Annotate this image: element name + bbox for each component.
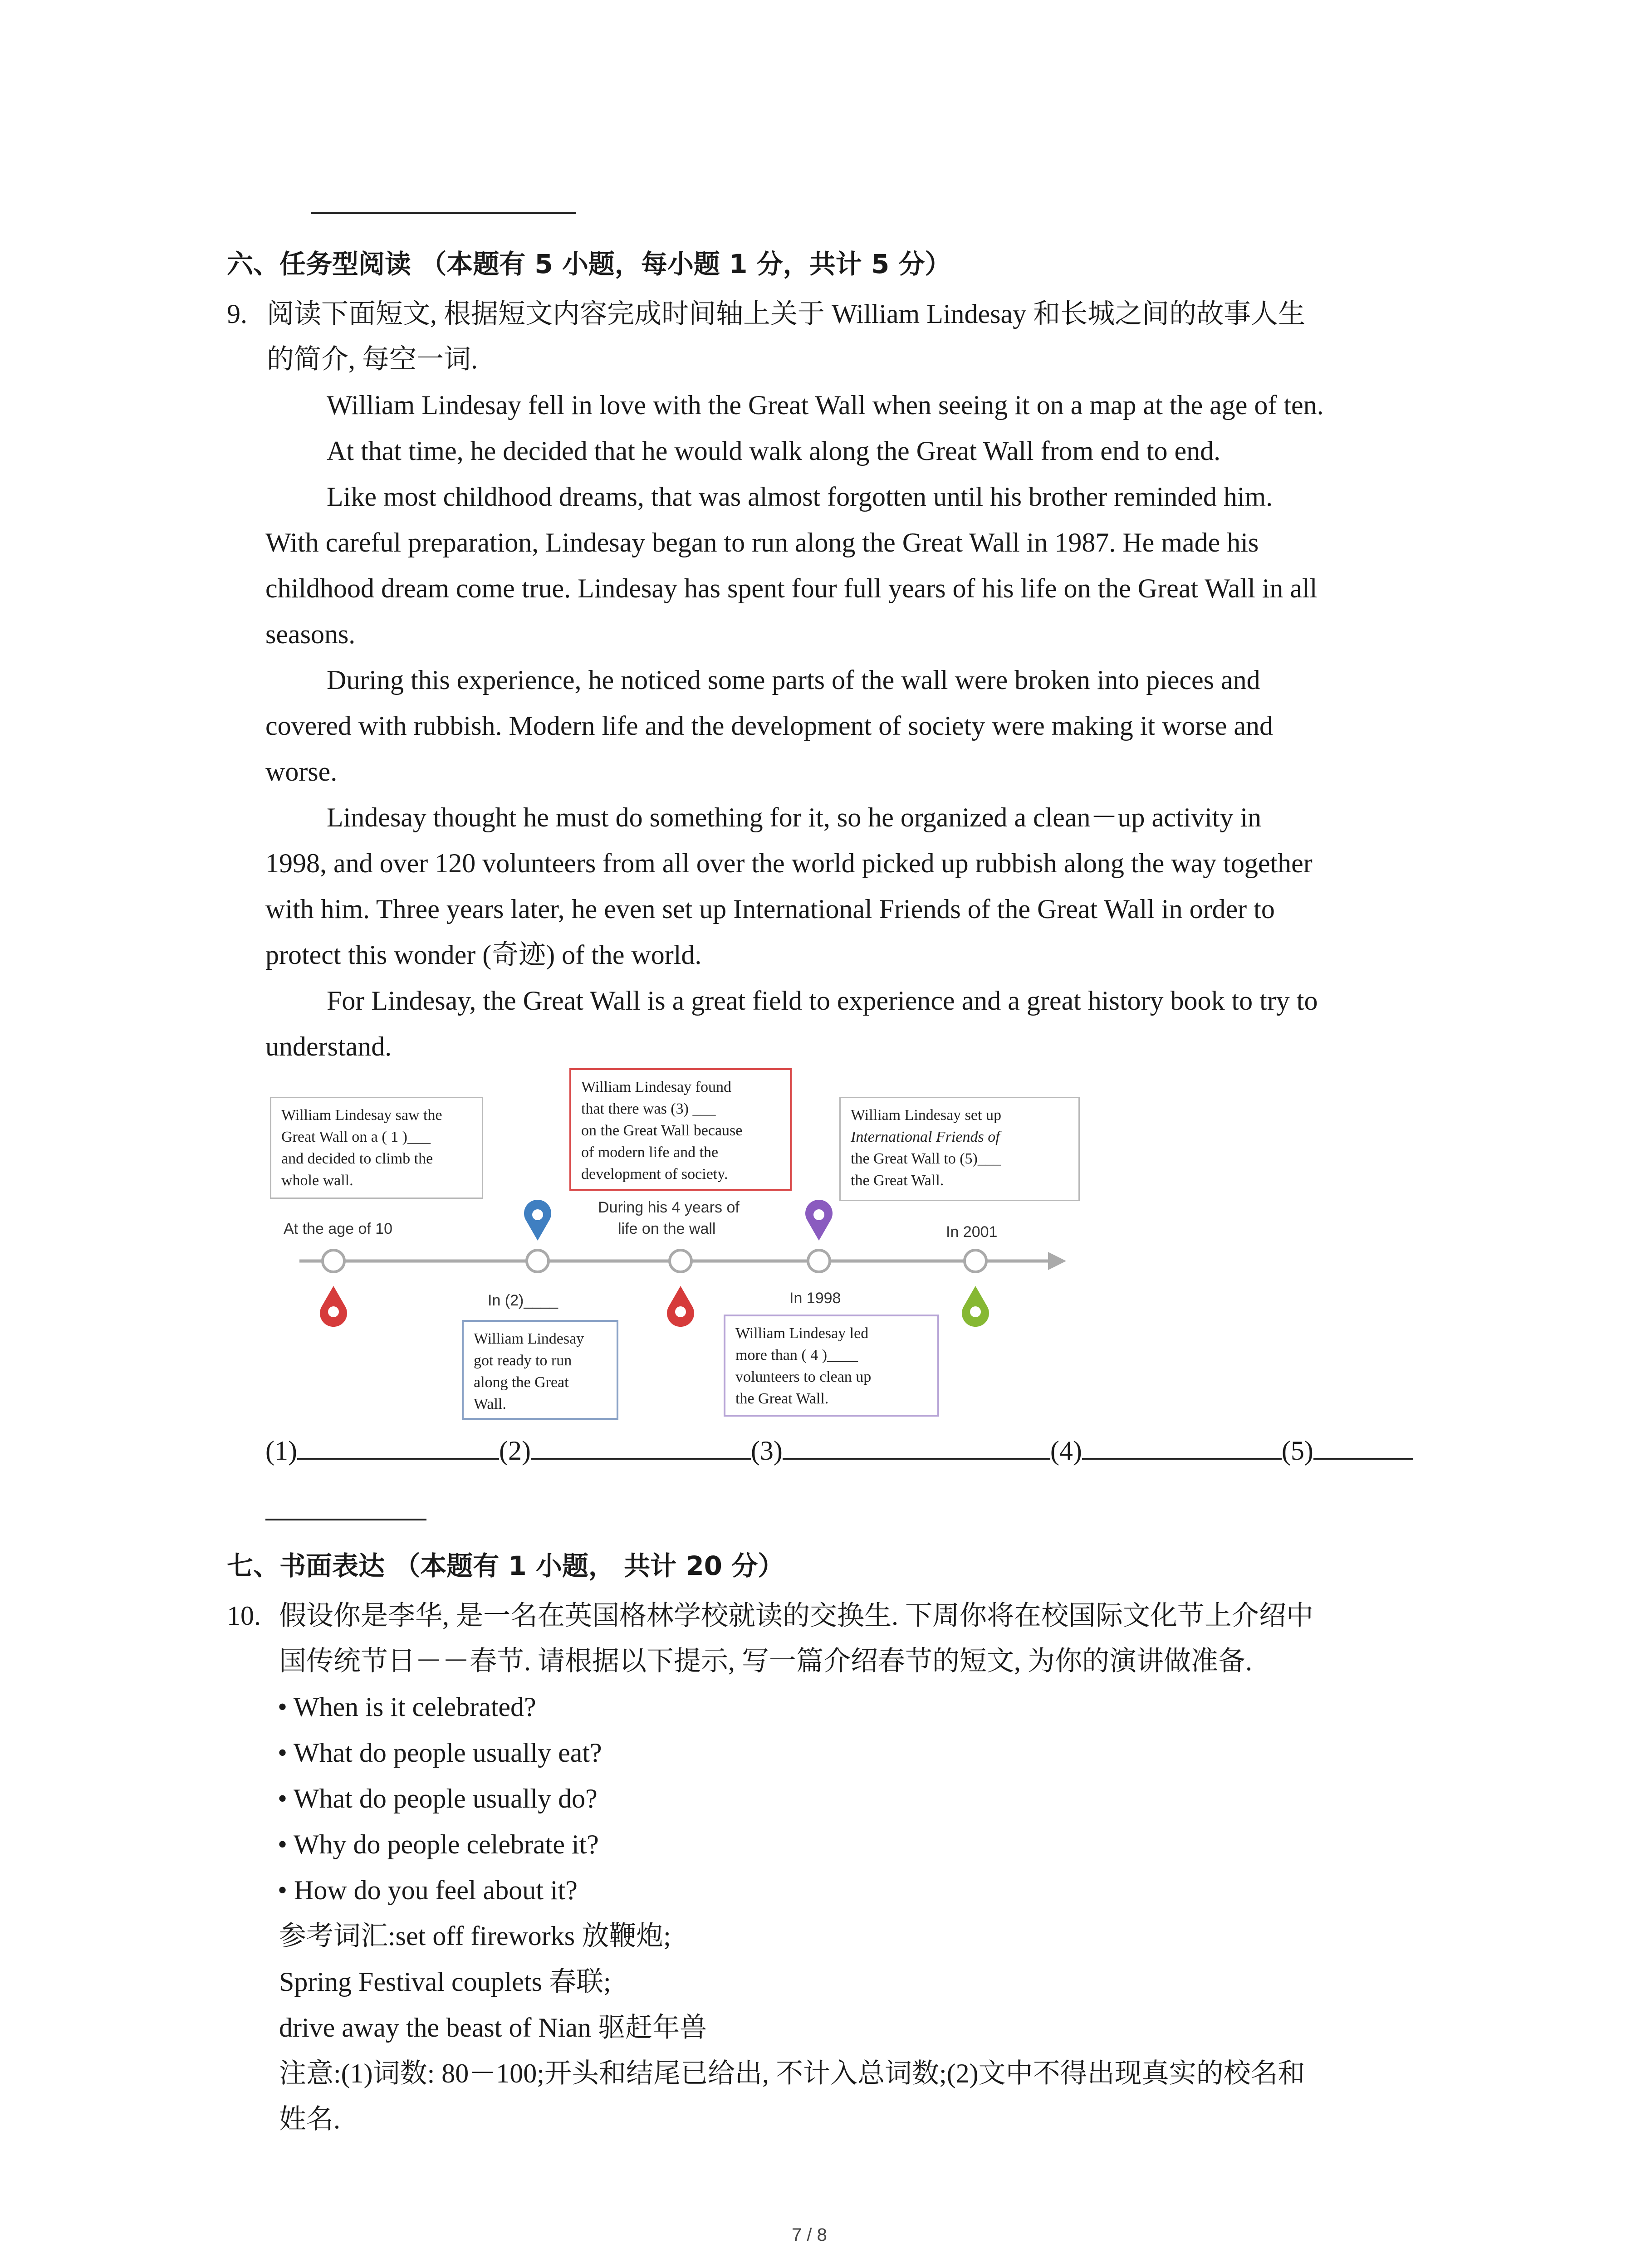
timeline-box-4 bbox=[724, 1315, 939, 1417]
box-2-line: got ready to run bbox=[474, 1352, 572, 1369]
purple-pin-icon bbox=[803, 1200, 835, 1243]
box-3-line: on the Great Wall because bbox=[581, 1122, 743, 1139]
label-during-line-2: life on the wall bbox=[618, 1220, 716, 1237]
label-during-line-1: During his 4 years of bbox=[598, 1199, 740, 1216]
answer-4-label: (4) bbox=[1050, 1436, 1082, 1466]
label-in-2001: In 2001 bbox=[946, 1223, 998, 1241]
answer-4-blank[interactable] bbox=[1082, 1430, 1282, 1460]
box-1-line: and decided to climb the bbox=[281, 1150, 433, 1167]
red-pin-icon bbox=[665, 1284, 696, 1327]
question-9-instruction-line-1: 阅读下面短文, 根据短文内容完成时间轴上关于 William Lindesay 和长城之间的故事人生 bbox=[267, 299, 1306, 329]
section-6-heading: 六、任务型阅读 （本题有 5 小题，每小题 1 分，共计 5 分） bbox=[227, 249, 951, 279]
green-pin-icon bbox=[960, 1284, 991, 1327]
box-4-line: the Great Wall. bbox=[735, 1390, 829, 1407]
passage-line: seasons. bbox=[265, 619, 356, 649]
box-2-line: Wall. bbox=[474, 1396, 506, 1413]
bullet-item: • What do people usually eat? bbox=[278, 1738, 602, 1768]
box-3-line: William Lindesay found bbox=[581, 1079, 732, 1095]
bullet-item: • Why do people celebrate it? bbox=[278, 1829, 599, 1859]
box-4-line: volunteers to clean up bbox=[735, 1369, 872, 1385]
vocab-line: drive away the beast of Nian 驱赶年兽 bbox=[279, 2013, 707, 2043]
passage-line: worse. bbox=[265, 757, 338, 787]
label-in-2: In (2)____ bbox=[488, 1292, 558, 1309]
passage-line: Lindesay thought he must do something for it, so he organized a clean－up activity in bbox=[327, 802, 1262, 832]
passage-line: childhood dream come true. Lindesay has spent four full years of his life on the Great Wall in all bbox=[265, 573, 1318, 603]
passage-line: For Lindesay, the Great Wall is a great field to experience and a great history book to try to bbox=[327, 986, 1318, 1016]
box-3-line: development of society. bbox=[581, 1166, 728, 1183]
timeline-box-5 bbox=[839, 1097, 1080, 1201]
question-9-instruction-line-2: 的简介, 每空一词. bbox=[267, 344, 478, 374]
passage-line: During this experience, he noticed some parts of the wall were broken into pieces and bbox=[327, 665, 1260, 695]
bullet-item: • How do you feel about it? bbox=[278, 1875, 578, 1905]
vocab-line: Spring Festival couplets 春联; bbox=[279, 1967, 611, 1997]
label-in-1998: In 1998 bbox=[789, 1290, 841, 1307]
box-2-line: William Lindesay bbox=[474, 1330, 584, 1347]
blue-pin-icon bbox=[522, 1200, 554, 1243]
timeline-box-3 bbox=[569, 1068, 792, 1191]
passage-line: understand. bbox=[265, 1031, 392, 1061]
box-1-line: Great Wall on a ( 1 )___ bbox=[281, 1129, 431, 1145]
passage-line: With careful preparation, Lindesay began to run along the Great Wall in 1987. He made his bbox=[265, 528, 1259, 557]
box-5-line: William Lindesay set up bbox=[851, 1107, 1001, 1124]
passage-line: protect this wonder (奇迹) of the world. bbox=[265, 940, 702, 970]
box-5-line: the Great Wall. bbox=[851, 1172, 944, 1189]
passage-line: Like most childhood dreams, that was almost forgotten until his brother reminded him. bbox=[327, 482, 1273, 512]
passage-line: William Lindesay fell in love with the Great Wall when seeing it on a map at the age of ten. bbox=[327, 390, 1324, 420]
answer-line-top[interactable] bbox=[311, 212, 576, 214]
note-line-1: 注意:(1)词数: 80－100;开头和结尾已给出, 不计入总词数;(2)文中不得出现真实的校名和 bbox=[279, 2058, 1305, 2088]
label-age-10: At the age of 10 bbox=[284, 1220, 393, 1237]
answer-1-label: (1) bbox=[265, 1436, 297, 1466]
timeline-box-1 bbox=[270, 1097, 483, 1199]
answer-5-blank[interactable] bbox=[1313, 1430, 1413, 1460]
answer-2-label: (2) bbox=[499, 1436, 531, 1466]
question-10-prompt-line-1: 假设你是李华, 是一名在英国格林学校就读的交换生. 下周你将在校国际文化节上介绍中 bbox=[279, 1601, 1313, 1631]
note-line-2: 姓名. bbox=[279, 2104, 340, 2134]
box-5-line: International Friends of bbox=[851, 1129, 1000, 1145]
answer-3-label: (3) bbox=[750, 1436, 783, 1466]
box-4-line: William Lindesay led bbox=[735, 1325, 869, 1342]
answer-1-blank[interactable] bbox=[297, 1430, 499, 1460]
passage-line: with him. Three years later, he even set up International Friends of the Great Wall in order to bbox=[265, 894, 1275, 924]
bullet-item: • What do people usually do? bbox=[278, 1784, 598, 1813]
passage-line: covered with rubbish. Modern life and the development of society were making it worse and bbox=[265, 711, 1274, 741]
box-1-line: whole wall. bbox=[281, 1172, 353, 1189]
answer-5-label: (5) bbox=[1281, 1436, 1313, 1466]
bullet-item: • When is it celebrated? bbox=[278, 1692, 536, 1722]
passage-line: 1998, and over 120 volunteers from all over the world picked up rubbish along the way together bbox=[265, 848, 1313, 878]
section-7-heading: 七、书面表达 （本题有 1 小题， 共计 20 分） bbox=[227, 1550, 784, 1581]
box-5-line: the Great Wall to (5)___ bbox=[851, 1150, 1001, 1167]
timeline-box-2 bbox=[462, 1320, 618, 1420]
box-3-line: of modern life and the bbox=[581, 1144, 719, 1161]
box-1-line: William Lindesay saw the bbox=[281, 1107, 442, 1124]
box-4-line: more than ( 4 )____ bbox=[735, 1347, 858, 1364]
vocab-line: 参考词汇:set off fireworks 放鞭炮; bbox=[279, 1921, 671, 1951]
red-pin-icon bbox=[318, 1284, 349, 1327]
answer-2-blank[interactable] bbox=[531, 1430, 751, 1460]
question-9-number: 9. bbox=[227, 299, 247, 329]
box-2-line: along the Great bbox=[474, 1374, 569, 1391]
answer-row bbox=[265, 1428, 1413, 1473]
page-number: 7 / 8 bbox=[792, 2225, 827, 2245]
question-10-number: 10. bbox=[227, 1601, 261, 1631]
box-3-line: that there was (3) ___ bbox=[581, 1100, 716, 1117]
question-10-prompt-line-2: 国传统节日－－春节. 请根据以下提示, 写一篇介绍春节的短文, 为你的演讲做准备. bbox=[279, 1646, 1252, 1676]
answer-3-blank[interactable] bbox=[783, 1430, 1050, 1460]
answer-5-blank-continued[interactable] bbox=[265, 1519, 426, 1520]
passage-line: At that time, he decided that he would walk along the Great Wall from end to end. bbox=[327, 436, 1221, 466]
